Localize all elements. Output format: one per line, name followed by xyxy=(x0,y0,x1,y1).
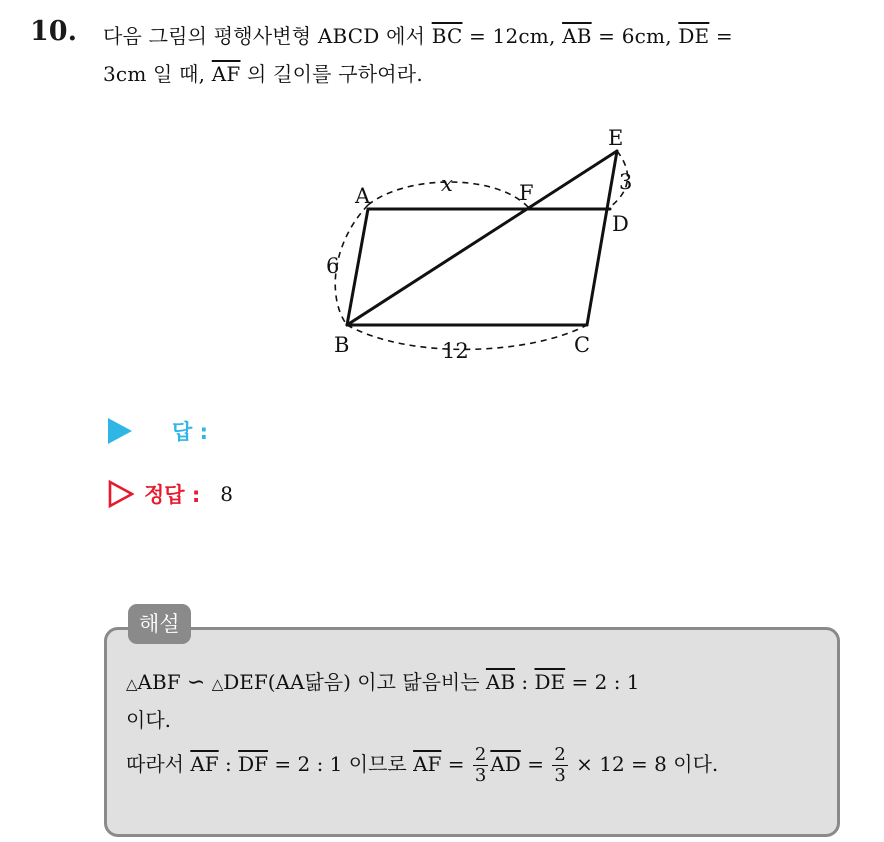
label-de-length: 3 xyxy=(619,170,633,194)
equals: = xyxy=(520,752,551,776)
question-eq3: = xyxy=(709,24,733,48)
fraction-denominator: 3 xyxy=(474,765,487,786)
ratio-text: = 2 : 1 이므로 xyxy=(268,752,414,776)
correct-answer-label: 정답 : xyxy=(144,483,201,507)
answer-row xyxy=(108,414,208,448)
explanation-line3-prefix: 따라서 xyxy=(126,752,191,776)
label-ab-length: 6 xyxy=(326,254,340,278)
fraction-denominator: 3 xyxy=(554,765,566,786)
correct-answer-value: 8 xyxy=(220,482,234,506)
explanation-line-2: 이다. xyxy=(126,708,171,732)
explanation-text-2: DEF(AA닮음) 이고 닮음비는 xyxy=(223,670,486,694)
explanation-tag: 해설 xyxy=(128,604,191,644)
explanation-line-1 xyxy=(126,666,640,695)
side-ab xyxy=(347,209,368,325)
side-ce xyxy=(587,151,617,325)
question-line-2 xyxy=(103,55,868,93)
ratio-value: = 2 : 1 xyxy=(565,670,640,694)
question-line2-prefix: 3cm 일 때, xyxy=(103,62,212,86)
question-line-1 xyxy=(103,17,868,55)
colon: : xyxy=(218,752,239,776)
explanation-tail: × 12 = 8 이다. xyxy=(569,752,719,776)
label-bc-length: 12 xyxy=(442,339,469,363)
correct-answer-row xyxy=(108,476,233,512)
point-d-label: D xyxy=(612,212,629,236)
filled-triangle-icon xyxy=(108,418,132,444)
point-e-label: E xyxy=(608,126,624,150)
segment-bc: $\overline{BC}$ xyxy=(431,24,463,48)
segment-ab: $\overline{AB}$ xyxy=(562,24,592,48)
parallelogram-diagram xyxy=(310,115,650,375)
segment-de: $\overline{DE}$ xyxy=(678,24,710,48)
explanation-line-3 xyxy=(126,744,718,786)
ratio-colon: : xyxy=(515,670,535,694)
outlined-triangle-icon xyxy=(108,480,134,508)
point-c-label: C xyxy=(574,333,591,357)
segment-ad: $\overline{AD}$ xyxy=(490,752,521,776)
label-x: x xyxy=(441,172,453,196)
segment-af: $\overline{AF}$ xyxy=(190,752,219,776)
question-number: 10. xyxy=(30,16,77,47)
fraction-numerator: 2 xyxy=(474,744,487,765)
explanation-box xyxy=(104,627,840,837)
explanation-text-1: ABF xyxy=(137,670,187,694)
segment-ab: $\overline{AB}$ xyxy=(485,670,516,694)
line-be xyxy=(347,151,617,325)
segment-df: $\overline{DF}$ xyxy=(238,752,269,776)
point-a-label: A xyxy=(355,184,371,208)
segment-af: $\overline{AF}$ xyxy=(413,752,442,776)
question-eq1: = 12cm, xyxy=(462,24,563,48)
equals: = xyxy=(441,752,471,776)
triangle-symbol: △ xyxy=(126,675,138,693)
fraction-two-thirds xyxy=(473,745,488,786)
fraction-numerator: 2 xyxy=(554,744,566,765)
segment-af: $\overline{AF}$ xyxy=(211,62,241,86)
question-text xyxy=(103,17,868,93)
segment-de: $\overline{DE}$ xyxy=(534,670,566,694)
fraction-two-thirds xyxy=(552,745,567,786)
answer-label: 답 : xyxy=(172,420,208,444)
point-f-label: F xyxy=(519,181,534,205)
question-prefix: 다음 그림의 평행사변형 ABCD 에서 xyxy=(103,24,432,48)
point-b-label: B xyxy=(334,333,350,357)
question-eq2: = 6cm, xyxy=(591,24,679,48)
similar-symbol: ∽ xyxy=(186,670,206,695)
question-line2-suffix: 의 길이를 구하여라. xyxy=(240,62,423,86)
triangle-symbol: △ xyxy=(211,675,224,693)
